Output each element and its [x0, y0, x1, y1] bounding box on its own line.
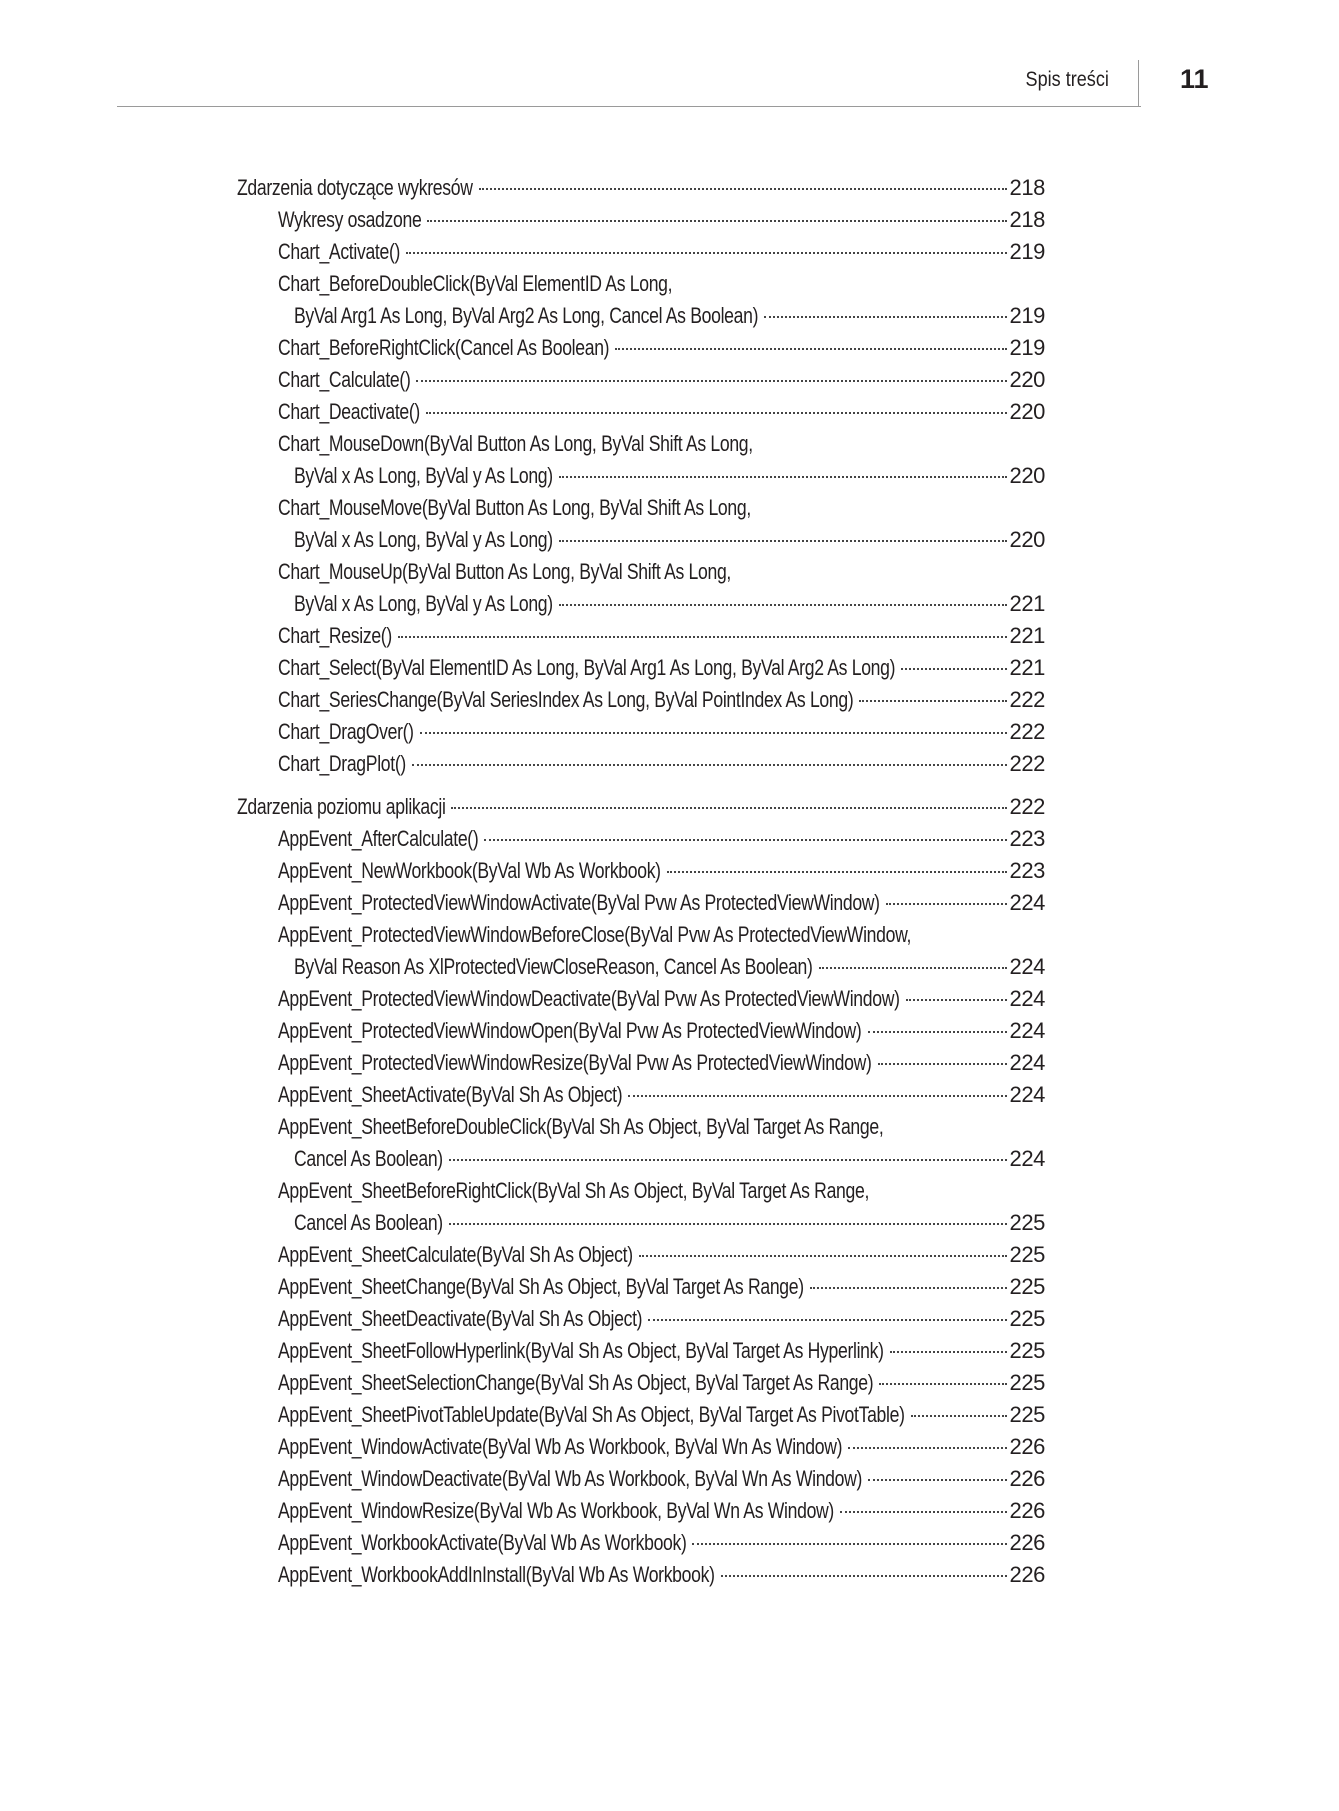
toc-page-number: 221 — [1009, 591, 1045, 616]
toc-entry-line — [278, 748, 1045, 780]
toc-page-number: 220 — [1009, 399, 1045, 424]
toc-leader-dots — [848, 1447, 1007, 1449]
toc-entry-line — [278, 1111, 1045, 1143]
toc-entry-title: Chart_DragOver() — [278, 719, 414, 744]
toc-page-number: 225 — [1009, 1370, 1045, 1395]
toc-entry-title: AppEvent_ProtectedViewWindowBeforeClose(ByVal Pvw As ProtectedViewWindow, — [278, 922, 912, 947]
toc-entry-title: ByVal Arg1 As Long, ByVal Arg2 As Long, Cancel As Boolean) — [294, 303, 759, 328]
toc-page-number: 226 — [1009, 1498, 1045, 1523]
toc-entry-line — [278, 1271, 1045, 1303]
toc-page-number: 222 — [1009, 687, 1045, 712]
toc-entry-line — [278, 1527, 1045, 1559]
toc-leader-dots — [427, 220, 1007, 222]
toc-entry — [237, 1111, 1045, 1175]
toc-leader-dots — [420, 732, 1008, 734]
toc-leader-dots — [810, 1287, 1008, 1289]
toc-page-number: 219 — [1009, 303, 1045, 328]
toc-page-number: 225 — [1009, 1274, 1045, 1299]
toc-entry-title: AppEvent_NewWorkbook(ByVal Wb As Workbook) — [278, 858, 661, 883]
toc-leader-dots — [886, 903, 1008, 905]
toc-entry — [237, 1047, 1045, 1079]
toc-entry-title: Chart_Deactivate() — [278, 399, 420, 424]
toc-entry-line — [278, 1367, 1045, 1399]
toc-entry-title: AppEvent_SheetDeactivate(ByVal Sh As Object) — [278, 1306, 643, 1331]
toc-entry-line — [278, 1431, 1045, 1463]
toc-entry-title: Zdarzenia dotyczące wykresów — [237, 175, 473, 200]
toc-entry-title: AppEvent_WindowActivate(ByVal Wb As Workbook, ByVal Wn As Window) — [278, 1434, 843, 1459]
toc-page-number: 224 — [1009, 954, 1045, 979]
toc-page-number: 218 — [1009, 175, 1045, 200]
toc-page-number: 226 — [1009, 1530, 1045, 1555]
toc-entry-line — [278, 332, 1045, 364]
toc-entry-title: ByVal x As Long, ByVal y As Long) — [294, 463, 553, 488]
toc-leader-dots — [764, 316, 1007, 318]
toc-entry — [237, 332, 1045, 364]
toc-leader-dots — [426, 412, 1007, 414]
toc-leader-dots — [911, 1415, 1008, 1417]
toc-entry-continuation — [278, 300, 1045, 332]
toc-entry-title: AppEvent_SheetPivotTableUpdate(ByVal Sh As Object, ByVal Target As PivotTable) — [278, 1402, 905, 1427]
toc-section-entry — [237, 791, 1045, 823]
toc-entry — [237, 887, 1045, 919]
toc-leader-dots — [692, 1543, 1007, 1545]
toc-page-number: 219 — [1009, 335, 1045, 360]
toc-entry-title: AppEvent_ProtectedViewWindowDeactivate(ByVal Pvw As ProtectedViewWindow) — [278, 986, 900, 1011]
toc-entry-line — [237, 172, 1045, 204]
toc-entry-title: AppEvent_SheetBeforeRightClick(ByVal Sh As Object, ByVal Target As Range, — [278, 1178, 870, 1203]
toc-section-entry — [237, 172, 1045, 204]
toc-page-number: 225 — [1009, 1402, 1045, 1427]
toc-entry-title: Wykresy osadzone — [278, 207, 422, 232]
toc-page-number: 220 — [1009, 463, 1045, 488]
toc-page-number: 225 — [1009, 1242, 1045, 1267]
toc-entry — [237, 1079, 1045, 1111]
toc-leader-dots — [406, 252, 1008, 254]
toc-entry-line — [278, 1559, 1045, 1591]
toc-page-number: 224 — [1009, 890, 1045, 915]
toc-leader-dots — [628, 1095, 1007, 1097]
toc-page-number: 224 — [1009, 1018, 1045, 1043]
header-divider — [1138, 60, 1139, 106]
toc-entry-title: AppEvent_WorkbookActivate(ByVal Wb As Workbook) — [278, 1530, 687, 1555]
toc-page-number: 224 — [1009, 1082, 1045, 1107]
toc-entry — [237, 1495, 1045, 1527]
toc-page-number: 224 — [1009, 1050, 1045, 1075]
toc-entry — [237, 652, 1045, 684]
toc-entry-continuation — [278, 1143, 1045, 1175]
toc-leader-dots — [901, 668, 1007, 670]
toc-entry-line — [278, 1495, 1045, 1527]
toc-page-number: 224 — [1009, 1146, 1045, 1171]
toc-page-number: 218 — [1009, 207, 1045, 232]
toc-leader-dots — [868, 1031, 1008, 1033]
toc-entry — [237, 364, 1045, 396]
toc-entry-title: Chart_MouseMove(ByVal Button As Long, ByVal Shift As Long, — [278, 495, 751, 520]
toc-leader-dots — [721, 1575, 1008, 1577]
toc-leader-dots — [906, 999, 1008, 1001]
toc-entry-line — [278, 823, 1045, 855]
toc-leader-dots — [451, 807, 1007, 809]
toc-entry-title: Chart_Calculate() — [278, 367, 411, 392]
toc-entry-title: Chart_SeriesChange(ByVal SeriesIndex As Long, ByVal PointIndex As Long) — [278, 687, 854, 712]
page-number: 11 — [1180, 64, 1209, 94]
toc-entry-title: Cancel As Boolean) — [294, 1146, 443, 1171]
toc-entry-line — [278, 887, 1045, 919]
toc-entry — [237, 236, 1045, 268]
toc-entry-title: AppEvent_ProtectedViewWindowResize(ByVal Pvw As ProtectedViewWindow) — [278, 1050, 872, 1075]
toc-entry — [237, 1463, 1045, 1495]
toc-entry — [237, 1559, 1045, 1591]
toc-entry — [237, 823, 1045, 855]
toc-entry — [237, 492, 1045, 556]
toc-page-number: 226 — [1009, 1434, 1045, 1459]
toc-entry-line — [278, 1015, 1045, 1047]
toc-entry — [237, 919, 1045, 983]
toc-leader-dots — [559, 476, 1008, 478]
toc-leader-dots — [868, 1479, 1007, 1481]
toc-leader-dots — [559, 540, 1008, 542]
toc-page-number: 225 — [1009, 1338, 1045, 1363]
toc-entry-line — [278, 1079, 1045, 1111]
header-rule — [117, 106, 1141, 107]
toc-entry-line — [278, 1303, 1045, 1335]
toc-page-number: 220 — [1009, 527, 1045, 552]
toc-entry-title: Chart_Select(ByVal ElementID As Long, ByVal Arg1 As Long, ByVal Arg2 As Long) — [278, 655, 896, 680]
toc-entry-title: AppEvent_ProtectedViewWindowActivate(ByVal Pvw As ProtectedViewWindow) — [278, 890, 880, 915]
toc-entry-title: AppEvent_WindowResize(ByVal Wb As Workbook, ByVal Wn As Window) — [278, 1498, 834, 1523]
toc-entry-title: Chart_Resize() — [278, 623, 392, 648]
toc-entry — [237, 1335, 1045, 1367]
toc-entry-line — [278, 919, 1045, 951]
toc-entry-continuation — [278, 1207, 1045, 1239]
toc-entry-line — [278, 1175, 1045, 1207]
toc-entry-line — [278, 1047, 1045, 1079]
toc-entry-line — [278, 1335, 1045, 1367]
toc-entry-title: Chart_MouseDown(ByVal Button As Long, ByVal Shift As Long, — [278, 431, 753, 456]
toc-entry — [237, 1367, 1045, 1399]
toc-entry-line — [278, 620, 1045, 652]
toc-entry-line — [278, 716, 1045, 748]
toc-leader-dots — [878, 1063, 1008, 1065]
toc-leader-dots — [484, 839, 1007, 841]
toc-entry-title: AppEvent_SheetChange(ByVal Sh As Object, ByVal Target As Range) — [278, 1274, 804, 1299]
toc-page-number: 223 — [1009, 858, 1045, 883]
toc-entry-title: AppEvent_SheetCalculate(ByVal Sh As Object) — [278, 1242, 633, 1267]
toc-entry — [237, 556, 1045, 620]
toc-entry — [237, 1431, 1045, 1463]
toc-entry-title: Chart_DragPlot() — [278, 751, 406, 776]
toc-entry-title: AppEvent_ProtectedViewWindowOpen(ByVal Pvw As ProtectedViewWindow) — [278, 1018, 862, 1043]
toc-entry-line — [278, 396, 1045, 428]
toc-leader-dots — [840, 1511, 1008, 1513]
toc-leader-dots — [398, 636, 1008, 638]
toc-leader-dots — [559, 604, 1008, 606]
toc-page-number: 225 — [1009, 1210, 1045, 1235]
toc-entry-line — [278, 1399, 1045, 1431]
toc-entry — [237, 748, 1045, 780]
toc-entry — [237, 620, 1045, 652]
toc-page-number: 220 — [1009, 367, 1045, 392]
toc-entry-line — [278, 268, 1045, 300]
toc-entry-title: Zdarzenia poziomu aplikacji — [237, 794, 446, 819]
toc-leader-dots — [890, 1351, 1008, 1353]
toc-entry-line — [278, 204, 1045, 236]
toc-leader-dots — [449, 1159, 1008, 1161]
toc-entry — [237, 268, 1045, 332]
toc-entry — [237, 428, 1045, 492]
toc-entry-title: ByVal x As Long, ByVal y As Long) — [294, 591, 553, 616]
toc-leader-dots — [819, 967, 1008, 969]
toc-entry — [237, 1175, 1045, 1239]
toc-entry — [237, 1015, 1045, 1047]
toc-entry-title: Chart_MouseUp(ByVal Button As Long, ByVal Shift As Long, — [278, 559, 731, 584]
toc-entry-line — [278, 1239, 1045, 1271]
toc-page-number: 226 — [1009, 1562, 1045, 1587]
toc-entry-title: Chart_BeforeDoubleClick(ByVal ElementID As Long, — [278, 271, 673, 296]
toc-page-number: 222 — [1009, 719, 1045, 744]
toc-entry-title: AppEvent_SheetSelectionChange(ByVal Sh As Object, ByVal Target As Range) — [278, 1370, 874, 1395]
page-header — [0, 0, 1339, 110]
toc-entry-line — [278, 364, 1045, 396]
table-of-contents — [237, 172, 1045, 1591]
toc-entry — [237, 855, 1045, 887]
toc-entry-title: AppEvent_SheetFollowHyperlink(ByVal Sh As Object, ByVal Target As Hyperlink) — [278, 1338, 884, 1363]
toc-entry — [237, 1527, 1045, 1559]
toc-leader-dots — [648, 1319, 1007, 1321]
toc-entry-title: AppEvent_WorkbookAddInInstall(ByVal Wb As Workbook) — [278, 1562, 715, 1587]
toc-entry-line — [278, 652, 1045, 684]
toc-entry-line — [278, 855, 1045, 887]
toc-leader-dots — [639, 1255, 1008, 1257]
toc-leader-dots — [667, 871, 1008, 873]
toc-entry-title: ByVal Reason As XlProtectedViewCloseReason, Cancel As Boolean) — [294, 954, 813, 979]
toc-page-number: 224 — [1009, 986, 1045, 1011]
toc-page-number: 223 — [1009, 826, 1045, 851]
toc-entry-line — [278, 492, 1045, 524]
toc-entry — [237, 684, 1045, 716]
toc-entry-line — [278, 428, 1045, 460]
toc-leader-dots — [859, 700, 1007, 702]
toc-leader-dots — [416, 380, 1007, 382]
running-header-title: Spis treści — [1025, 68, 1109, 91]
toc-entry — [237, 1303, 1045, 1335]
toc-entry-title: Chart_Activate() — [278, 239, 401, 264]
toc-entry-continuation — [278, 460, 1045, 492]
toc-leader-dots — [879, 1383, 1007, 1385]
toc-entry — [237, 983, 1045, 1015]
toc-leader-dots — [449, 1223, 1008, 1225]
toc-entry — [237, 1239, 1045, 1271]
toc-page-number: 219 — [1009, 239, 1045, 264]
toc-entry-title: AppEvent_AfterCalculate() — [278, 826, 479, 851]
toc-entry-title: AppEvent_SheetBeforeDoubleClick(ByVal Sh As Object, ByVal Target As Range, — [278, 1114, 884, 1139]
toc-entry-continuation — [278, 951, 1045, 983]
toc-entry-line — [278, 684, 1045, 716]
toc-entry-title: ByVal x As Long, ByVal y As Long) — [294, 527, 553, 552]
toc-page-number: 222 — [1009, 751, 1045, 776]
toc-entry-title: AppEvent_SheetActivate(ByVal Sh As Object) — [278, 1082, 623, 1107]
toc-page-number: 221 — [1009, 655, 1045, 680]
toc-entry — [237, 716, 1045, 748]
toc-entry-line — [278, 236, 1045, 268]
toc-leader-dots — [412, 764, 1008, 766]
toc-entry-title: Cancel As Boolean) — [294, 1210, 443, 1235]
toc-entry-continuation — [278, 588, 1045, 620]
toc-entry — [237, 1399, 1045, 1431]
toc-page-number: 226 — [1009, 1466, 1045, 1491]
toc-page-number: 225 — [1009, 1306, 1045, 1331]
toc-entry-continuation — [278, 524, 1045, 556]
toc-entry-title: Chart_BeforeRightClick(Cancel As Boolean) — [278, 335, 610, 360]
toc-entry — [237, 204, 1045, 236]
toc-entry-line — [278, 983, 1045, 1015]
toc-page-number: 222 — [1009, 794, 1045, 819]
toc-page-number: 221 — [1009, 623, 1045, 648]
toc-entry-line — [237, 791, 1045, 823]
toc-entry — [237, 1271, 1045, 1303]
toc-leader-dots — [615, 348, 1007, 350]
toc-entry — [237, 396, 1045, 428]
toc-entry-title: AppEvent_WindowDeactivate(ByVal Wb As Workbook, ByVal Wn As Window) — [278, 1466, 863, 1491]
toc-leader-dots — [479, 188, 1008, 190]
toc-entry-line — [278, 1463, 1045, 1495]
toc-entry-line — [278, 556, 1045, 588]
